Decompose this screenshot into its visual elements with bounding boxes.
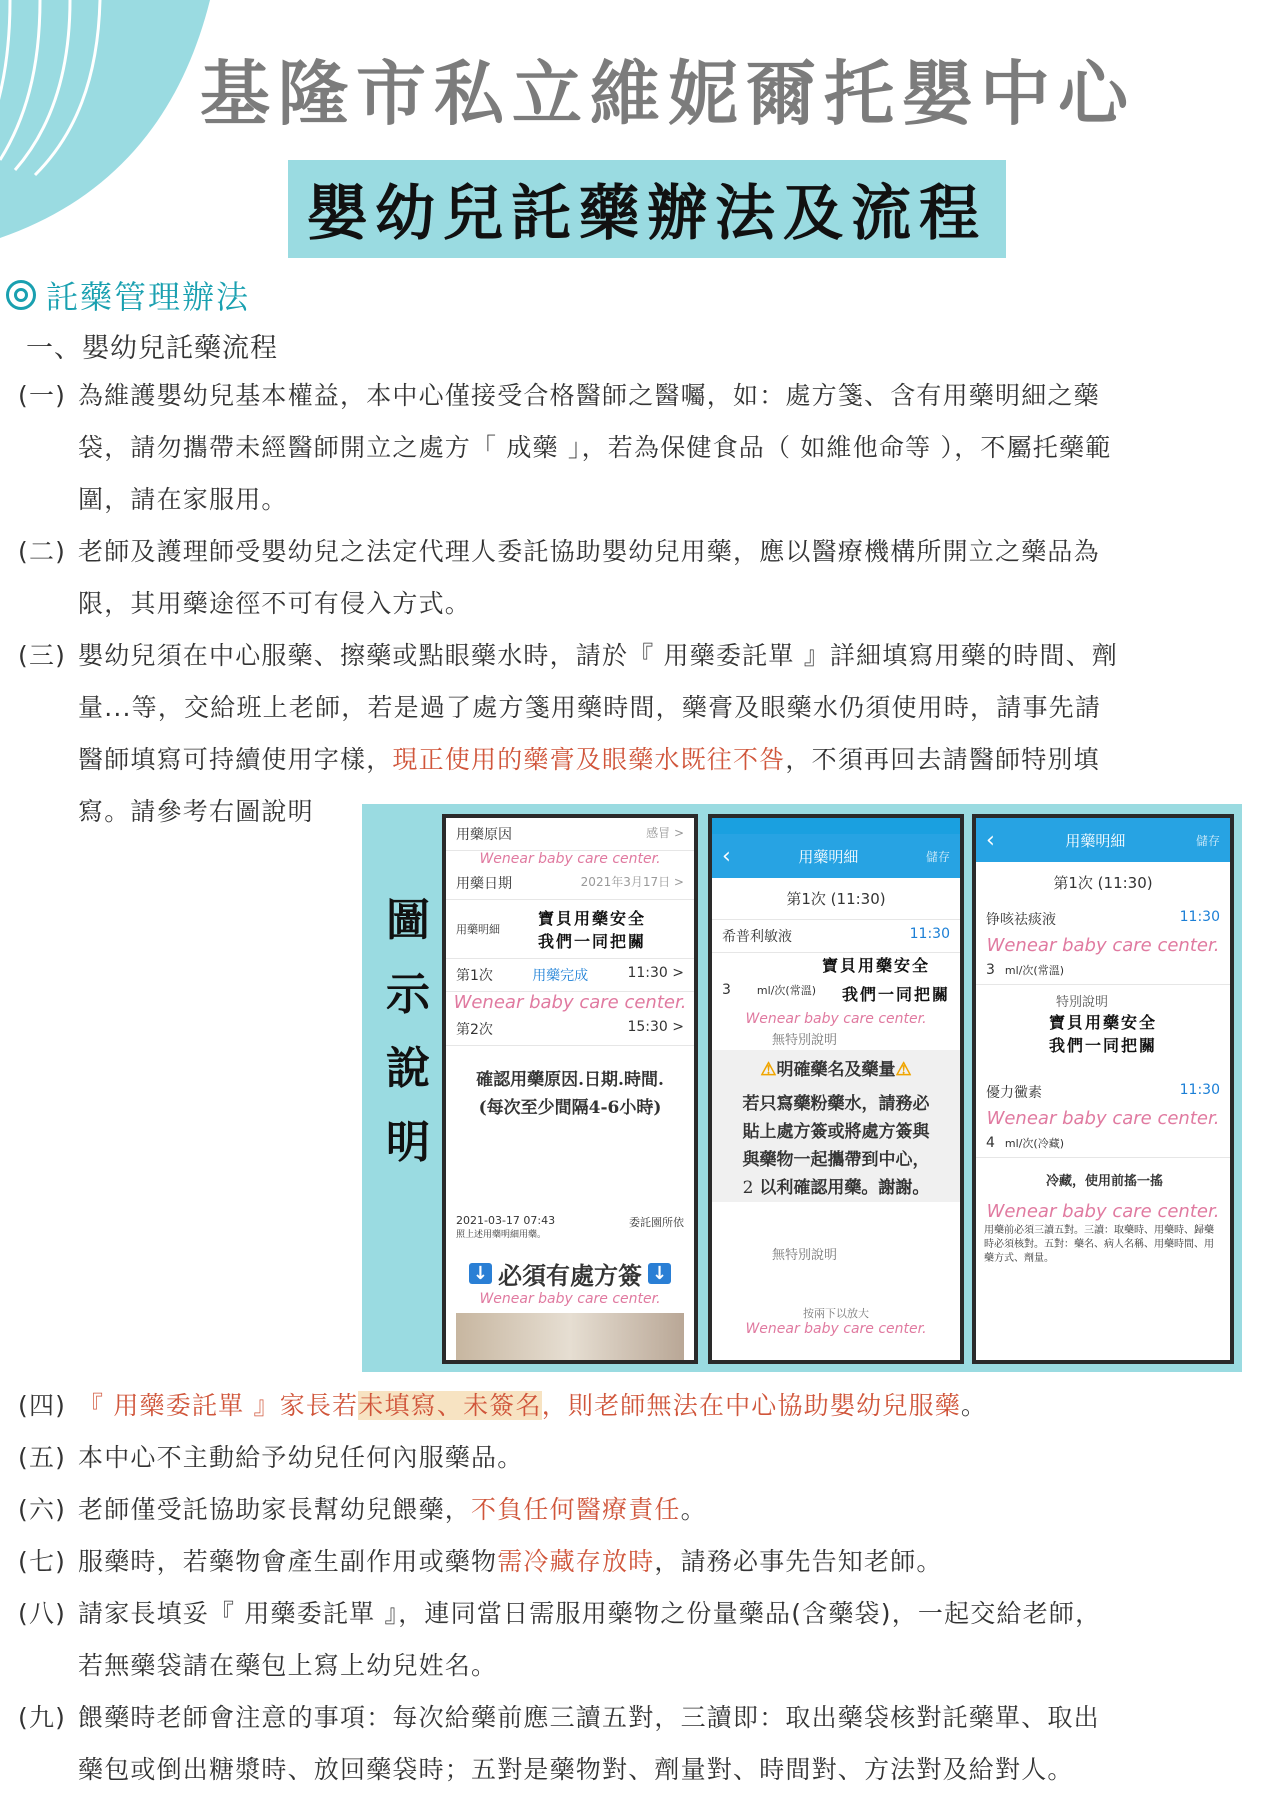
phone-screenshot-2: ‹ 用藥明細 儲存 第1次 (11:30) 希普利敏液 11:30 寶貝用藥安全 3 ml/次(常溫) 我們一同把關 Wenear baby care center. 無特別說明 ⚠明確藥名及藥量⚠ 若只寫藥粉藥水，請務必 貼上處方簽或將處方簽與 與藥物一起攜帶到中心， 2 以利確認用藥。謝謝。 無特別說明 按兩下以放大 Wenear baby care center. xyxy=(708,814,964,1364)
list-item: (五) 本中心不主動給予幼兒任何內服藥品。 xyxy=(18,1443,524,1472)
back-icon: ‹ xyxy=(722,843,731,869)
list-item: (一) 為維護嬰幼兒基本權益，本中心僅接受合格醫師之醫囑，如：處方箋、含有用藥明細之藥 袋，請勿攜帶未經醫師開立之處方「 成藥 」，若為保健食品（ 如維他命等 ），不屬托藥範 圍，請在家服用。 xyxy=(18,381,1112,514)
org-name: 基隆市私立維妮爾托嬰中心 xyxy=(200,53,1136,135)
phone-screenshot-1: 用藥原因 感冒 > Wenear baby care center. 用藥日期 2021年3月17日 > 用藥明細 寶貝用藥安全 我們一同把關 第1次 用藥完成 11:30 > Wenear baby care center. 第2次 15:30 > 確認用藥原因.日期.時間. (每次至少間隔4-6小時) 2021-03-17 07:43 照上述用藥明細用藥。 委託園所依 ↓ 必須有處方簽 ↓ Wenear baby care center. xyxy=(442,814,698,1364)
back-icon: ‹ xyxy=(986,827,995,853)
list-item: (七) 服藥時，若藥物會產生副作用或藥物需冷藏存放時，請務必事先告知老師。 xyxy=(18,1547,943,1576)
list-item: (二) 老師及護理師受嬰幼兒之法定代理人委託協助嬰幼兒用藥，應以醫療機構所開立之藥品為 限，其用藥途徑不可有侵入方式。 xyxy=(18,537,1100,618)
section-heading: 託藥管理辦法 xyxy=(6,272,250,318)
corner-decoration xyxy=(0,0,210,240)
list-item: (四) 『 用藥委託單 』家長若未填寫、未簽名，則老師無法在中心協助嬰幼兒服藥。 xyxy=(18,1391,988,1420)
warning-icon: ⚠ xyxy=(895,1059,912,1080)
list-item: (八) 請家長填妥『 用藥委託單 』，連同當日需服用藥物之份量藥品(含藥袋)，一起交給老師， 若無藥袋請在藥包上寫上幼兒姓名。 xyxy=(18,1599,1102,1680)
doc-title-banner xyxy=(288,160,1006,258)
list-item: (六) 老師僅受託協助家長幫幼兒餵藥，不負任何醫療責任。 xyxy=(18,1495,707,1524)
subheading: 一、嬰幼兒託藥流程 xyxy=(26,333,278,364)
illustration-figure xyxy=(362,804,1242,1372)
must-prescription-note: ↓ 必須有處方簽 ↓ xyxy=(446,1256,694,1291)
phone-screenshot-3: ‹ 用藥明細 儲存 第1次 (11:30) 铮咳祛痰液 11:30 Wenear baby care center. 3 ml/次(常溫) 特別說明 寶貝用藥安全 我們一同把關 優力黴素 11:30 Wenear baby care center. 4 ml/次(冷藏) 冷藏，使用前搖一搖 Wenear baby care center. 用藥前必須三讀五對。三讀：取藥時、用藥時、歸藥時必須核對。五對：藥名、病人名稱、用藥時間、用藥方式、劑量。 xyxy=(972,814,1234,1364)
warning-icon: ⚠ xyxy=(760,1059,777,1080)
doc-title: 嬰幼兒託藥辦法及流程 xyxy=(307,179,987,249)
list-item: (三) 嬰幼兒須在中心服藥、擦藥或點眼藥水時，請於『 用藥委託單 』詳細填寫用藥的時間、劑 量...等，交給班上老師，若是過了處方箋用藥時間，藥膏及眼藥水仍須使用時，請事先請 醫師填寫可持續使用字樣，現正使用的藥膏及眼藥水既往不咎，不須再回去請醫師特別填 寫。請參考右圖說明 xyxy=(18,641,1119,826)
figure-label: 圖 示 說 明 xyxy=(386,895,430,1168)
double-circle-icon xyxy=(6,280,36,310)
list-item: (九) 餵藥時老師會注意的事項：每次給藥前應三讀五對，三讀即：取出藥袋核對託藥單、取出 藥包或倒出糖漿時、放回藥袋時；五對是藥物對、劑量對、時間對、方法對及給對人。 xyxy=(18,1703,1100,1784)
